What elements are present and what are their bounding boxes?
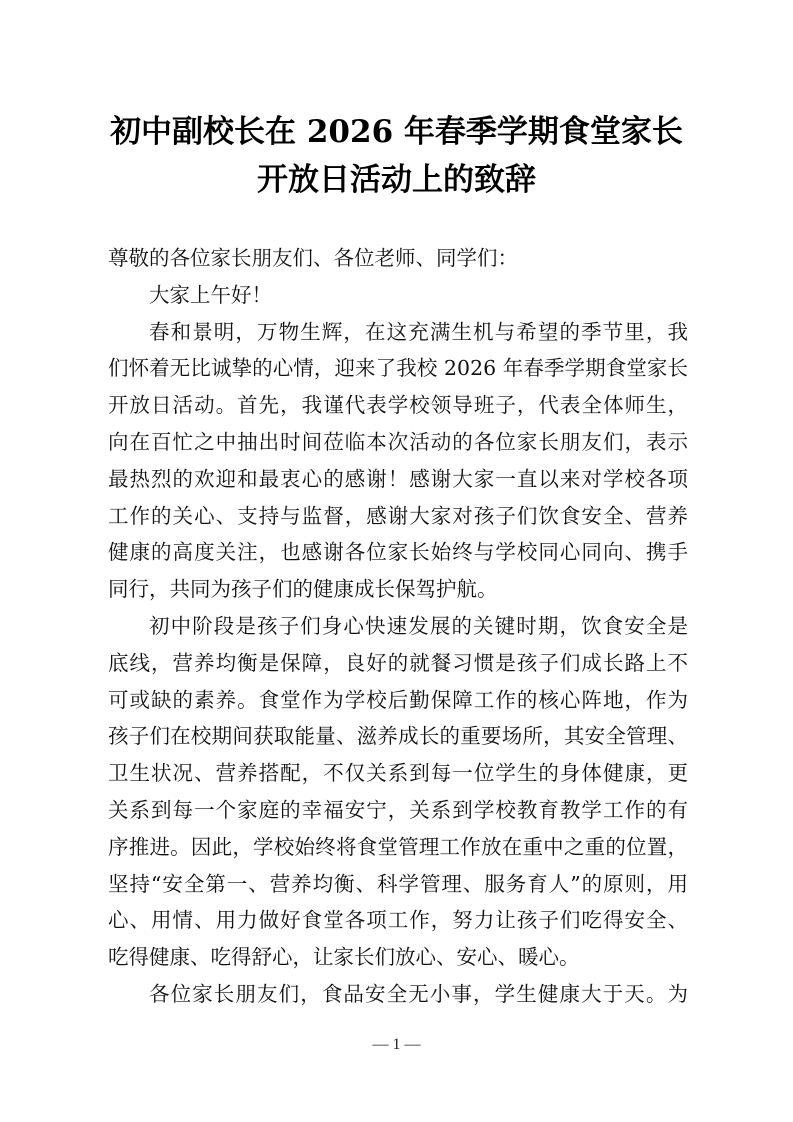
greeting: 大家上午好！ xyxy=(149,282,272,307)
salutation: 尊敬的各位家长朋友们、各位老师、同学们： xyxy=(108,246,518,270)
body-line: 底线，营养均衡是保障，良好的就餐习惯是孩子们成长路上不 xyxy=(108,650,688,675)
body-line: 吃得健康、吃得舒心，让家长们放心、安心、暖心。 xyxy=(108,945,580,970)
body-line: 各位家长朋友们，食品安全无小事，学生健康大于天。为 xyxy=(149,981,688,1006)
title-line-1: 初中副校长在 2026 年春季学期食堂家长 xyxy=(110,114,683,150)
body-line: 工作的关心、支持与监督，感谢大家对孩子们饮食安全、营养 xyxy=(108,503,688,528)
document-body xyxy=(108,240,688,1013)
page-number: — 1 — xyxy=(372,1036,421,1053)
body-line: 心、用情、用力做好食堂各项工作，努力让孩子们吃得安全、 xyxy=(108,908,688,933)
body-line: 坚持“安全第一、营养均衡、科学管理、服务育人”的原则，用 xyxy=(108,871,688,896)
body-line: 开放日活动。首先，我谨代表学校领导班子，代表全体师生， xyxy=(108,393,688,418)
body-line: 向在百忙之中抽出时间莅临本次活动的各位家长朋友们，表示 xyxy=(108,429,688,454)
body-line: 健康的高度关注，也感谢各位家长始终与学校同心同向、携手 xyxy=(108,540,688,565)
body-line: 孩子们在校期间获取能量、滋养成长的重要场所，其安全管理、 xyxy=(108,724,688,749)
body-line: 序推进。因此，学校始终将食堂管理工作放在重中之重的位置， xyxy=(108,834,688,859)
body-line: 可或缺的素养。食堂作为学校后勤保障工作的核心阵地，作为 xyxy=(108,687,688,712)
body-line: 们怀着无比诚挚的心情，迎来了我校 2026 年春季学期食堂家长 xyxy=(108,356,688,381)
body-line: 春和景明，万物生辉，在这充满生机与希望的季节里，我 xyxy=(149,319,688,344)
body-line: 初中阶段是孩子们身心快速发展的关键时期，饮食安全是 xyxy=(149,613,688,638)
title-line-2: 开放日活动上的致辞 xyxy=(257,162,536,198)
document-title xyxy=(90,108,703,204)
body-line: 同行，共同为孩子们的健康成长保驾护航。 xyxy=(108,577,498,602)
body-line: 卫生状况、营养搭配，不仅关系到每一位学生的身体健康，更 xyxy=(108,761,688,786)
body-line: 关系到每一个家庭的幸福安宁，关系到学校教育教学工作的有 xyxy=(108,797,688,822)
body-paragraphs xyxy=(108,314,688,1013)
body-line: 最热烈的欢迎和最衷心的感谢！感谢大家一直以来对学校各项 xyxy=(108,466,688,491)
